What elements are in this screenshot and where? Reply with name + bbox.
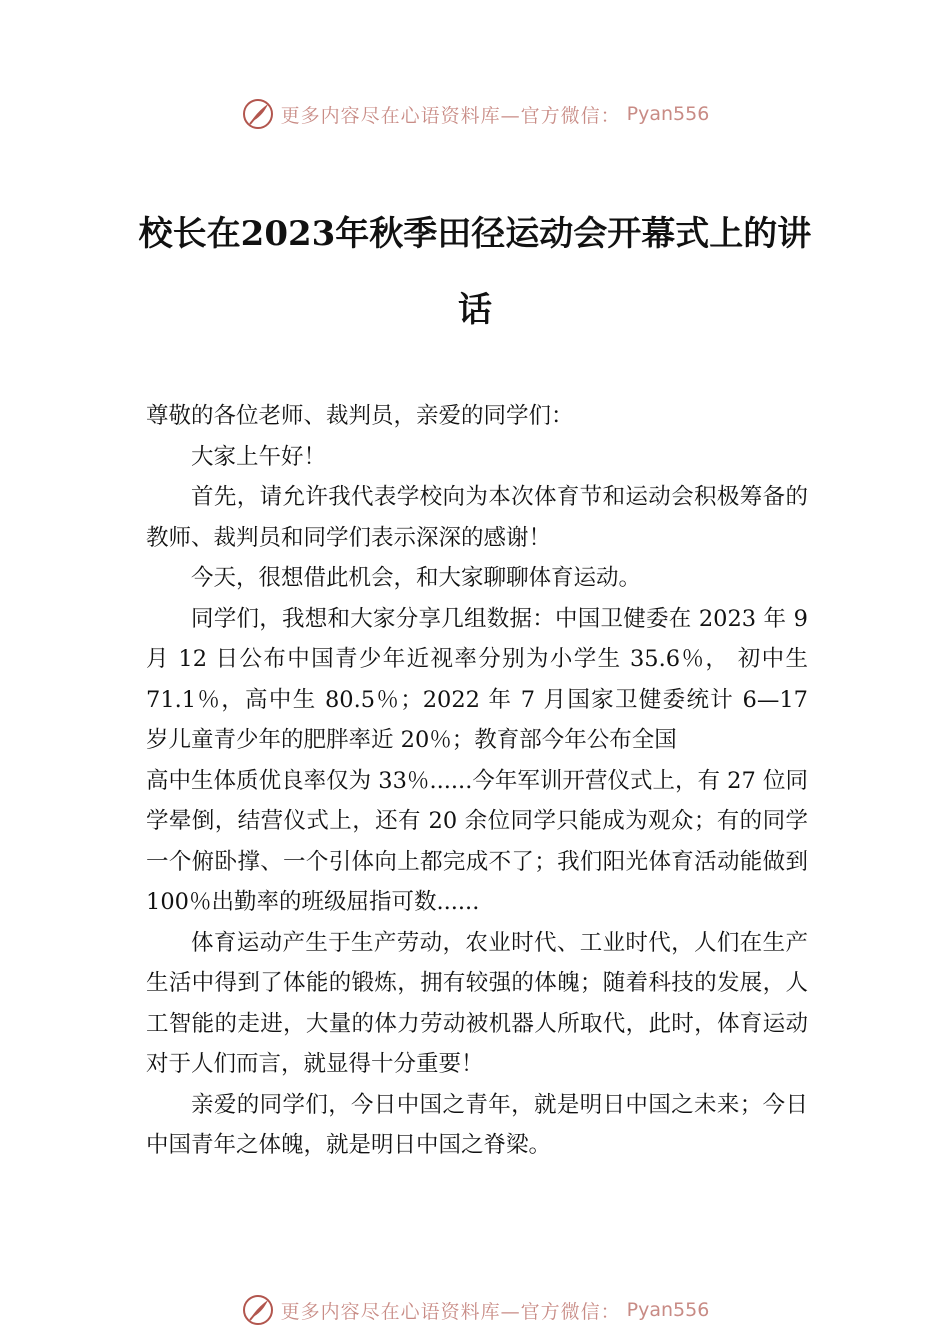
closing-paragraph: 亲爱的同学们，今日中国之青年，就是明日中国之未来；今日中国青年之体魄，就是明日中国之脊梁。	[146, 1091, 808, 1158]
statistics-paragraph: 同学们，我想和大家分享几组数据：中国卫健委在 2023 年 9 月 12 日公布中国青少年近视率分别为小学生 35.6％， 初中生 71.1％，高中生 80.5％；2022 年 7 月国家卫健委统计 6—17 岁儿童青少年的肥胖率近 20％；教育部今年公布全国	[146, 605, 808, 753]
statistics-continued-paragraph: 高中生体质优良率仅为 33％......今年军训开营仪式上，有 27 位同学晕倒，结营仪式上，还有 20 余位同学只能成为观众；有的同学一个俯卧撑、一个引体向上都完成不了；我们阳光体育活动能做到 100％出勤率的班级屈指可数......	[146, 767, 808, 915]
footer-watermark	[0, 1290, 950, 1330]
topic-paragraph: 今天，很想借此机会，和大家聊聊体育运动。	[191, 565, 642, 591]
document-title: 校长在2023年秋季田径运动会开幕式上的讲话	[138, 214, 812, 330]
watermark-contact-id: Pyan556	[626, 1299, 710, 1321]
document-body	[146, 396, 808, 1166]
quill-logo-icon	[241, 1293, 275, 1327]
quill-logo-icon	[241, 97, 275, 131]
salutation: 尊敬的各位老师、裁判员，亲爱的同学们：	[146, 403, 574, 429]
watermark-brand-text: 更多内容尽在心语资料库—官方微信：	[280, 1300, 621, 1323]
watermark-brand-text: 更多内容尽在心语资料库—官方微信：	[280, 104, 621, 127]
history-paragraph: 体育运动产生于生产劳动，农业时代、工业时代，人们在生产生活中得到了体能的锻炼，拥有较强的体魄；随着科技的发展，人工智能的走进，大量的体力劳动被机器人所取代，此时，体育运动对于人们而言，就显得十分重要！	[146, 929, 808, 1077]
greeting-paragraph: 大家上午好！	[191, 443, 327, 470]
thanks-paragraph: 首先，请允许我代表学校向为本次体育节和运动会积极筹备的教师、裁判员和同学们表示深深的感谢！	[146, 484, 808, 551]
header-watermark	[0, 94, 950, 134]
watermark-contact-id: Pyan556	[626, 103, 710, 125]
